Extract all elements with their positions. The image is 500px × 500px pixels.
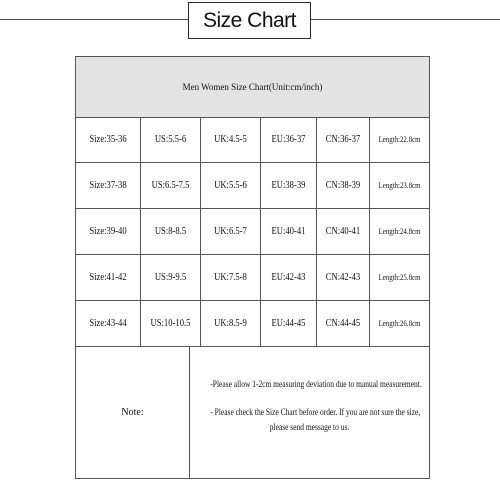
cn-size-cell: CN:42-43 xyxy=(325,272,361,283)
column-divider xyxy=(140,209,141,254)
cn-size-cell: CN:38-39 xyxy=(325,180,361,191)
column-divider xyxy=(260,117,261,162)
column-divider xyxy=(140,255,141,300)
column-divider xyxy=(200,301,201,346)
column-divider xyxy=(369,209,370,254)
column-divider xyxy=(316,163,317,208)
size-chart-table xyxy=(75,56,430,479)
column-divider xyxy=(260,255,261,300)
column-divider xyxy=(140,117,141,162)
column-divider xyxy=(369,117,370,162)
table-header: Men Women Size Chart(Unit:cm/inch) xyxy=(76,57,429,118)
length-cell: Length:24.8cm xyxy=(378,227,421,236)
page-title: Size Chart xyxy=(188,2,311,39)
uk-size-cell: UK:5.5-6 xyxy=(214,180,247,191)
table-row xyxy=(76,209,429,255)
eu-size-cell: EU:42-43 xyxy=(271,272,306,283)
cn-size-cell: CN:36-37 xyxy=(325,134,361,145)
uk-size-cell: UK:6.5-7 xyxy=(214,226,247,237)
note-label: Note: xyxy=(121,407,144,418)
column-divider xyxy=(200,163,201,208)
us-size-cell: US:9-9.5 xyxy=(154,272,187,283)
column-divider xyxy=(200,255,201,300)
size-cell: Size:43-44 xyxy=(89,318,127,329)
column-divider xyxy=(260,163,261,208)
us-size-cell: US:5.5-6 xyxy=(154,134,187,145)
column-divider xyxy=(369,163,370,208)
length-cell: Length:23.8cm xyxy=(378,181,421,190)
note-line: please send message to us. xyxy=(269,422,350,432)
uk-size-cell: UK:7.5-8 xyxy=(214,272,247,283)
table-row xyxy=(76,255,429,301)
title-rule-left xyxy=(0,19,188,20)
eu-size-cell: EU:38-39 xyxy=(271,180,306,191)
us-size-cell: US:8-8.5 xyxy=(154,226,187,237)
table-row xyxy=(76,117,429,163)
us-size-cell: US:6.5-7.5 xyxy=(151,180,190,191)
column-divider xyxy=(140,163,141,208)
column-divider xyxy=(316,255,317,300)
column-divider xyxy=(260,209,261,254)
note-line: - Please check the Size Chart before order. If you are not sure the size, xyxy=(210,407,421,417)
cn-size-cell: CN:40-41 xyxy=(325,226,361,237)
note-text xyxy=(190,377,429,435)
size-cell: Size:39-40 xyxy=(89,226,127,237)
column-divider xyxy=(316,301,317,346)
eu-size-cell: EU:40-41 xyxy=(271,226,306,237)
note-row xyxy=(76,347,429,478)
length-cell: Length:25.8cm xyxy=(378,273,421,282)
cn-size-cell: CN:44-45 xyxy=(325,318,361,329)
length-cell: Length:26.8cm xyxy=(378,319,421,328)
length-cell: Length:22.8cm xyxy=(378,135,421,144)
size-cell: Size:41-42 xyxy=(89,272,127,283)
column-divider xyxy=(369,301,370,346)
note-line: -Please allow 1-2cm measuring deviation due to manual measurement. xyxy=(210,379,422,389)
eu-size-cell: EU:44-45 xyxy=(271,318,306,329)
us-size-cell: US:10-10.5 xyxy=(150,318,191,329)
column-divider xyxy=(200,209,201,254)
uk-size-cell: UK:4.5-5 xyxy=(214,134,247,145)
table-row xyxy=(76,163,429,209)
column-divider xyxy=(369,255,370,300)
uk-size-cell: UK:8.5-9 xyxy=(214,318,247,329)
column-divider xyxy=(316,117,317,162)
size-cell: Size:35-36 xyxy=(89,134,127,145)
size-cell: Size:37-38 xyxy=(89,180,127,191)
column-divider xyxy=(316,209,317,254)
column-divider xyxy=(260,301,261,346)
column-divider xyxy=(140,301,141,346)
table-row xyxy=(76,301,429,347)
title-rule-right xyxy=(311,19,500,20)
eu-size-cell: EU:36-37 xyxy=(271,134,306,145)
column-divider xyxy=(200,117,201,162)
